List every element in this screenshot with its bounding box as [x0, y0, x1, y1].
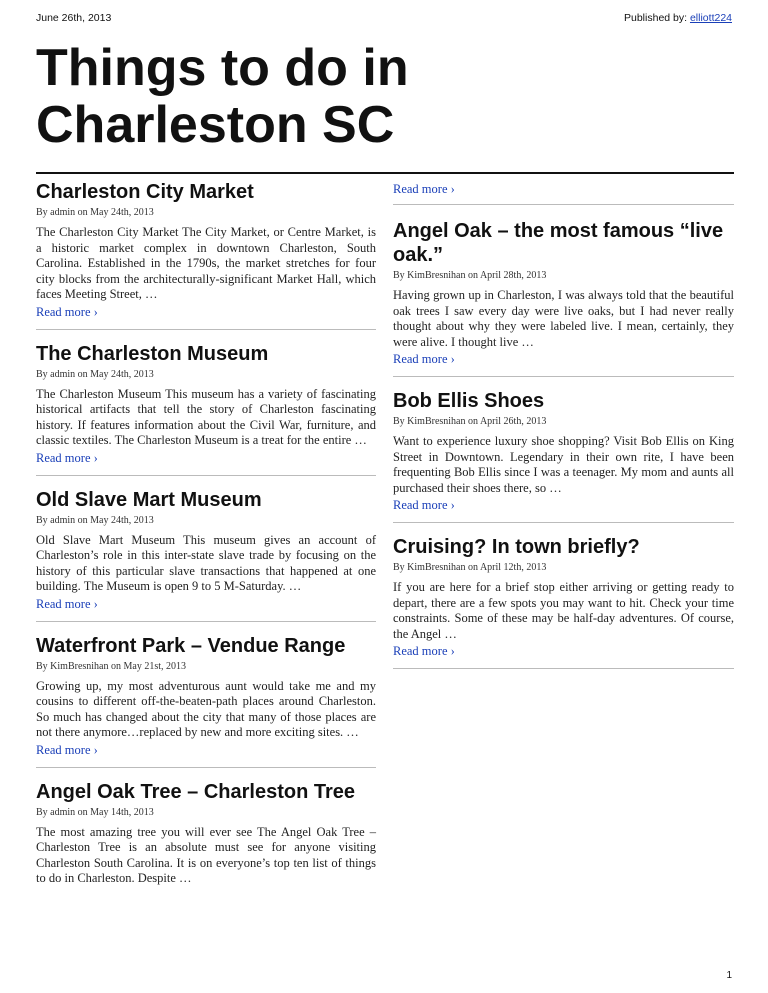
- continued-read-more: [393, 180, 734, 205]
- post-charleston-city-market: [36, 180, 376, 330]
- published-by: [624, 12, 732, 24]
- page-header: [36, 12, 732, 28]
- post-excerpt: If you are here for a brief stop either arriving or getting ready to depart, there are a few spots you may want to hit. Check your time constraints. Some of these may be half-day adventures. Of course, the Angel …: [393, 580, 734, 641]
- post-title[interactable]: Waterfront Park – Vendue Range: [36, 634, 346, 657]
- post-title[interactable]: Angel Oak – the most famous “live oak.”: [393, 220, 724, 266]
- post-old-slave-mart-museum: [36, 488, 376, 622]
- page-number: 1: [726, 970, 732, 981]
- post-byline: By KimBresnihan on May 21st, 2013: [36, 660, 186, 672]
- page-title-line-1: Things to do in: [36, 39, 409, 97]
- post-title[interactable]: Bob Ellis Shoes: [393, 390, 545, 412]
- read-more-link[interactable]: Read more ›: [36, 304, 98, 319]
- page-title-line-2: Charleston SC: [36, 96, 395, 154]
- post-byline: By KimBresnihan on April 26th, 2013: [393, 416, 547, 427]
- read-more-link[interactable]: Read more ›: [36, 742, 98, 757]
- post-title[interactable]: Cruising? In town briefly?: [393, 536, 640, 558]
- read-more-link[interactable]: Read more ›: [393, 644, 455, 658]
- post-bob-ellis-shoes: [393, 389, 734, 523]
- read-more-link[interactable]: Read more ›: [36, 450, 98, 465]
- post-excerpt: Old Slave Mart Museum This museum gives an account of Charleston’s role in this inter-state slave trade by focusing on the history of this particular slave transactions that happened at one building. The Museum is open 9 to 5 M-Saturday. …: [36, 532, 376, 593]
- post-excerpt: Growing up, my most adventurous aunt would take me and my cousins to different off-the-beaten-path places around Charleston. So much has changed about the city that many of those places are not there anymore…replaced by new and more exciting sites. …: [36, 678, 376, 739]
- post-title[interactable]: Angel Oak Tree – Charleston Tree: [36, 780, 356, 803]
- title-divider: [36, 172, 734, 174]
- post-excerpt: Having grown up in Charleston, I was always told that the beautiful oak trees I saw every day were live oaks, but I had never really thought about why they were labeled live. I mean, certainly, they were alive. I thought live …: [393, 288, 734, 349]
- post-title[interactable]: Old Slave Mart Museum: [36, 488, 262, 511]
- post-excerpt: Want to experience luxury shoe shopping? Visit Bob Ellis on King Street in Downtown. Legendary in their own rite, I have been frequenting Bob Ellis since I was a teenager. My mom and aunts all purchased their shoes there, so …: [393, 434, 734, 495]
- publish-date: June 26th, 2013: [36, 12, 112, 24]
- post-byline: By admin on May 14th, 2013: [36, 806, 154, 818]
- page-title: [36, 40, 736, 154]
- post-charleston-museum: [36, 342, 376, 476]
- left-column: [36, 180, 376, 907]
- post-cruising: [393, 535, 734, 669]
- read-more-link[interactable]: Read more ›: [393, 182, 455, 196]
- post-byline: By admin on May 24th, 2013: [36, 207, 154, 218]
- post-byline: By admin on May 24th, 2013: [36, 514, 154, 526]
- post-angel-oak-live-oak: [393, 219, 734, 377]
- author-link[interactable]: elliott224: [689, 12, 732, 24]
- post-byline: By KimBresnihan on April 28th, 2013: [393, 270, 547, 281]
- post-excerpt: The Charleston City Market The City Market, or Centre Market, is a historic market complex in downtown Charleston, South Carolina. Established in the 1790s, the market stretches for four city blocks from the architecturally-significant Market Hall, which faces Meeting Street, …: [36, 225, 376, 301]
- post-excerpt: The Charleston Museum This museum has a variety of fascinating historical artifacts that tell the story of Charleston fascinating history. If features information about the Civil War, furniture, and classic textiles. The Charleston Museum is a treat for the entire …: [36, 386, 376, 447]
- post-byline: By KimBresnihan on April 12th, 2013: [393, 562, 547, 573]
- post-title[interactable]: The Charleston Museum: [36, 342, 269, 365]
- post-byline: By admin on May 24th, 2013: [36, 368, 154, 380]
- post-excerpt: The most amazing tree you will ever see The Angel Oak Tree – Charleston Tree is an absolute must see for anyone visiting Charleston South Carolina. It is on everyone’s top ten list of things to do in Charleston. Despite …: [36, 824, 376, 885]
- right-column: [393, 180, 734, 681]
- read-more-link[interactable]: Read more ›: [393, 498, 455, 512]
- published-label: Published by:: [624, 12, 690, 24]
- post-angel-oak-tree: [36, 780, 376, 895]
- post-title[interactable]: Charleston City Market: [36, 181, 254, 203]
- read-more-link[interactable]: Read more ›: [36, 596, 98, 611]
- read-more-link[interactable]: Read more ›: [393, 352, 455, 366]
- post-waterfront-park: [36, 634, 376, 768]
